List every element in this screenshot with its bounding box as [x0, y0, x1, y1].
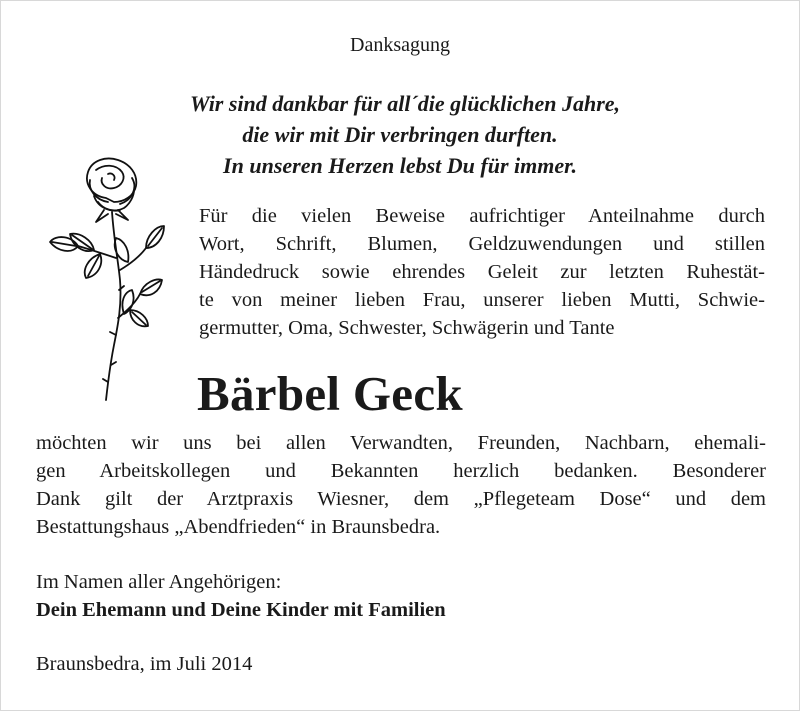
thanks-line: Dank gilt der Arztpraxis Wiesner, dem „Pflegeteam Dose“ und dem [36, 488, 766, 510]
verse-line: In unseren Herzen lebst Du für immer. [223, 153, 577, 178]
intro-paragraph [199, 202, 765, 342]
deceased-name: Bärbel Geck [197, 366, 463, 421]
intro-line: Händedruck sowie ehrendes Geleit zur letzten Ruhestät- [199, 261, 765, 283]
intro-line: Für die vielen Beweise aufrichtiger Anteilnahme durch [199, 205, 765, 227]
verse-line: die wir mit Dir verbringen durften. [242, 122, 558, 147]
thanks-line: möchten wir uns bei allen Verwandten, Freunden, Nachbarn, ehemali- [36, 432, 766, 454]
place-date: Braunsbedra, im Juli 2014 [36, 653, 253, 675]
intro-line: te von meiner lieben Frau, unserer lieben Mutti, Schwie- [199, 289, 765, 311]
thanks-line: Bestattungshaus „Abendfrieden“ in Braunsbedra. [36, 516, 441, 538]
rose-illustration-icon [48, 150, 168, 405]
thanks-line: gen Arbeitskollegen und Bekannten herzlich bedanken. Besonderer [36, 460, 766, 482]
intro-line: germutter, Oma, Schwester, Schwägerin und Tante [199, 317, 615, 339]
signature: Dein Ehemann und Deine Kinder mit Familien [36, 599, 446, 621]
notice-heading: Danksagung [350, 34, 450, 56]
verse-line: Wir sind dankbar für all´die glücklichen Jahre, [189, 91, 621, 116]
thanks-paragraph [36, 429, 766, 541]
intro-line: Wort, Schrift, Blumen, Geldzuwendungen und stillen [199, 233, 765, 255]
signature-intro: Im Namen aller Angehörigen: [36, 571, 282, 593]
